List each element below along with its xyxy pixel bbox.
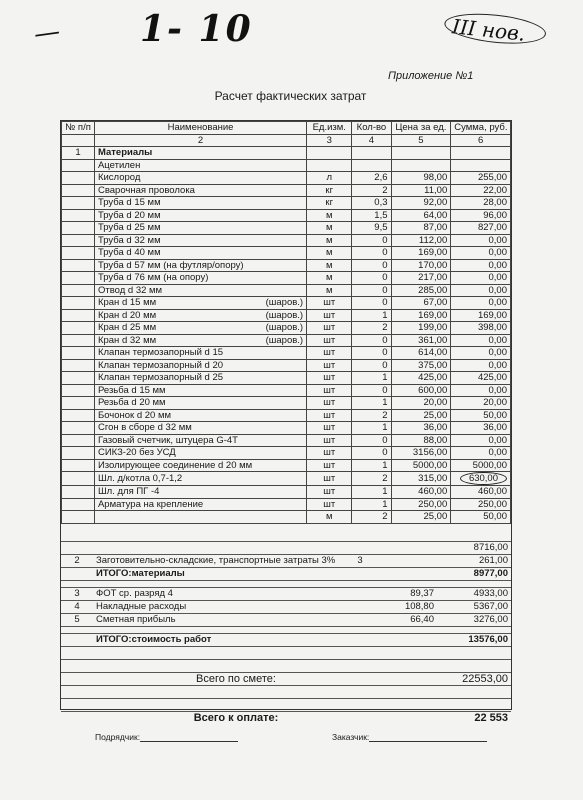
row-num bbox=[62, 472, 95, 486]
item-unit: шт bbox=[307, 309, 352, 322]
table-row bbox=[62, 159, 511, 172]
item-qty: 2 bbox=[352, 322, 391, 335]
signature-customer: Заказчик: bbox=[332, 732, 487, 742]
document-title: Расчет фактических затрат bbox=[214, 89, 367, 103]
table-row bbox=[62, 309, 511, 322]
item-qty: 2 bbox=[352, 472, 391, 486]
handwritten-mark: — bbox=[32, 16, 62, 50]
item-name: Резьба d 20 мм bbox=[94, 397, 306, 410]
item-sum: 827,00 bbox=[451, 222, 511, 235]
item-unit: шт bbox=[307, 297, 352, 310]
row-num bbox=[62, 397, 95, 410]
col-num-5: 5 bbox=[391, 134, 451, 147]
item-price: 425,00 bbox=[391, 372, 451, 385]
section-num: 1 bbox=[62, 147, 95, 160]
estimate-sheet bbox=[60, 120, 512, 724]
item-sum: 460,00 bbox=[451, 486, 511, 499]
item-name: Кран d 20 мм (шаров.) bbox=[94, 309, 306, 322]
row-num bbox=[62, 209, 95, 222]
item-qty: 1 bbox=[352, 372, 391, 385]
item-name: Труба d 15 мм bbox=[94, 197, 306, 210]
table-row bbox=[62, 284, 511, 297]
row-num bbox=[62, 222, 95, 235]
item-unit: шт bbox=[307, 409, 352, 422]
row-num bbox=[62, 184, 95, 197]
item-price: 169,00 bbox=[391, 247, 451, 260]
item-name: Шл. д/котла 0,7-1,2 bbox=[94, 472, 306, 486]
table-row bbox=[62, 447, 511, 460]
table-row bbox=[62, 247, 511, 260]
item-qty: 1 bbox=[352, 498, 391, 511]
item-qty: 0,3 bbox=[352, 197, 391, 210]
item-price: 614,00 bbox=[391, 347, 451, 360]
row-num bbox=[62, 334, 95, 347]
item-price: 36,00 bbox=[391, 422, 451, 435]
item-qty: 1 bbox=[352, 397, 391, 410]
item-unit: шт bbox=[307, 322, 352, 335]
row-num bbox=[62, 434, 95, 447]
row-num bbox=[62, 486, 95, 499]
table-row bbox=[62, 459, 511, 472]
table-row bbox=[62, 322, 511, 335]
header-num-row bbox=[62, 134, 511, 147]
item-sum: 0,00 bbox=[451, 272, 511, 285]
item-name: СИКЗ-20 без УСД bbox=[94, 447, 306, 460]
item-unit: шт bbox=[307, 372, 352, 385]
item-qty: 2,6 bbox=[352, 172, 391, 185]
table-row bbox=[62, 172, 511, 185]
item-sum: 169,00 bbox=[451, 309, 511, 322]
row-num bbox=[62, 197, 95, 210]
item-price: 112,00 bbox=[391, 234, 451, 247]
item-sum: 5000,00 bbox=[451, 459, 511, 472]
item-price bbox=[391, 159, 451, 172]
item-unit: м bbox=[307, 284, 352, 297]
item-unit: м bbox=[307, 259, 352, 272]
item-unit: м bbox=[307, 272, 352, 285]
item-qty: 0 bbox=[352, 247, 391, 260]
table-row bbox=[62, 234, 511, 247]
table-row bbox=[62, 197, 511, 210]
col-header-qty: Кол-во bbox=[352, 122, 391, 135]
item-qty: 2 bbox=[352, 511, 391, 524]
appendix-label: Приложение №1 bbox=[388, 70, 474, 82]
item-sum: 0,00 bbox=[451, 247, 511, 260]
itogo-works-row: ИТОГО:стоимость работ 13576,00 bbox=[61, 634, 511, 647]
item-sum: 0,00 bbox=[451, 234, 511, 247]
item-price: 375,00 bbox=[391, 359, 451, 372]
row-num bbox=[62, 459, 95, 472]
item-sum: 50,00 bbox=[451, 511, 511, 524]
col-header-unit: Ед.изм. bbox=[307, 122, 352, 135]
row-num bbox=[62, 322, 95, 335]
work-row: 5 Сметная прибыль 66,40 3276,00 bbox=[61, 614, 511, 627]
row-num bbox=[62, 159, 95, 172]
item-price: 199,00 bbox=[391, 322, 451, 335]
row-num bbox=[62, 372, 95, 385]
item-sum: 0,00 bbox=[451, 297, 511, 310]
item-name: Шл. для ПГ -4 bbox=[94, 486, 306, 499]
item-sum: 425,00 bbox=[451, 372, 511, 385]
total-estimate-sum: 22553,00 bbox=[437, 673, 511, 686]
item-qty: 0 bbox=[352, 347, 391, 360]
item-sum: 398,00 bbox=[451, 322, 511, 335]
item-sum: 0,00 bbox=[451, 347, 511, 360]
item-sum: 255,00 bbox=[451, 172, 511, 185]
item-sum bbox=[451, 472, 511, 486]
item-name: Труба d 40 мм bbox=[94, 247, 306, 260]
itogo-materials-row: ИТОГО:материалы 8977,00 bbox=[61, 568, 511, 581]
handwritten-number: 1- 10 bbox=[140, 8, 253, 50]
item-unit: шт bbox=[307, 447, 352, 460]
row-num bbox=[62, 259, 95, 272]
work-row: 4 Накладные расходы 108,80 5367,00 bbox=[61, 601, 511, 614]
item-qty: 0 bbox=[352, 297, 391, 310]
item-sum: 20,00 bbox=[451, 397, 511, 410]
item-price: 11,00 bbox=[391, 184, 451, 197]
table-row bbox=[62, 498, 511, 511]
item-price: 67,00 bbox=[391, 297, 451, 310]
table-row bbox=[62, 409, 511, 422]
table-row bbox=[62, 209, 511, 222]
header-row bbox=[62, 122, 511, 135]
materials-subtotal-row bbox=[61, 542, 511, 555]
item-unit: шт bbox=[307, 397, 352, 410]
item-sum: 0,00 bbox=[451, 284, 511, 297]
table-row bbox=[62, 259, 511, 272]
item-unit: м bbox=[307, 247, 352, 260]
item-price: 98,00 bbox=[391, 172, 451, 185]
item-unit bbox=[307, 159, 352, 172]
materials-table bbox=[61, 121, 511, 524]
item-qty: 1 bbox=[352, 422, 391, 435]
item-sum: 0,00 bbox=[451, 384, 511, 397]
item-price: 3156,00 bbox=[391, 447, 451, 460]
item-sum: 36,00 bbox=[451, 422, 511, 435]
item-price: 600,00 bbox=[391, 384, 451, 397]
item-unit: шт bbox=[307, 359, 352, 372]
work-row: 3 ФОТ ср. разряд 4 89,37 4933,00 bbox=[61, 588, 511, 601]
item-unit: м bbox=[307, 511, 352, 524]
item-unit: шт bbox=[307, 472, 352, 486]
item-name: Изолирующее соединение d 20 мм bbox=[94, 459, 306, 472]
item-name: Сгон в сборе d 32 мм bbox=[94, 422, 306, 435]
table-row bbox=[62, 397, 511, 410]
item-name: Клапан термозапорный d 25 bbox=[94, 372, 306, 385]
item-price: 92,00 bbox=[391, 197, 451, 210]
table-row bbox=[62, 511, 511, 524]
item-sum bbox=[451, 159, 511, 172]
item-price: 64,00 bbox=[391, 209, 451, 222]
item-qty: 0 bbox=[352, 272, 391, 285]
item-name: Труба d 25 мм bbox=[94, 222, 306, 235]
item-name: Кран d 32 мм (шаров.) bbox=[94, 334, 306, 347]
item-name: Труба d 20 мм bbox=[94, 209, 306, 222]
table-row bbox=[62, 334, 511, 347]
row-num bbox=[62, 498, 95, 511]
materials-subtotal: 8716,00 bbox=[437, 542, 511, 555]
item-unit: м bbox=[307, 234, 352, 247]
item-sum: 28,00 bbox=[451, 197, 511, 210]
handwritten-note: III нов. bbox=[450, 14, 527, 46]
item-name: Бочонок d 20 мм bbox=[94, 409, 306, 422]
total-estimate-row: Всего по смете: 22553,00 bbox=[61, 673, 511, 686]
item-unit: шт bbox=[307, 347, 352, 360]
item-sum: 0,00 bbox=[451, 259, 511, 272]
row-num bbox=[62, 384, 95, 397]
row-num bbox=[62, 297, 95, 310]
item-qty: 0 bbox=[352, 284, 391, 297]
item-sum: 0,00 bbox=[451, 434, 511, 447]
item-sum: 96,00 bbox=[451, 209, 511, 222]
item-qty: 9,5 bbox=[352, 222, 391, 235]
table-row bbox=[62, 297, 511, 310]
item-qty: 1 bbox=[352, 459, 391, 472]
row-num bbox=[62, 272, 95, 285]
item-name: Газовый счетчик, штуцера G-4Т bbox=[94, 434, 306, 447]
col-header-sum: Сумма, руб. bbox=[451, 122, 511, 135]
table-row bbox=[62, 359, 511, 372]
item-price: 285,00 bbox=[391, 284, 451, 297]
item-qty: 0 bbox=[352, 334, 391, 347]
col-num-3: 3 bbox=[307, 134, 352, 147]
item-qty: 2 bbox=[352, 409, 391, 422]
item-unit: м bbox=[307, 222, 352, 235]
row-num bbox=[62, 511, 95, 524]
item-price: 460,00 bbox=[391, 486, 451, 499]
item-name: Клапан термозапорный d 20 bbox=[94, 359, 306, 372]
procurement-label: Заготовительно-складские, транспортные затраты 3% bbox=[93, 555, 341, 568]
table-row bbox=[62, 272, 511, 285]
item-price: 169,00 bbox=[391, 309, 451, 322]
item-unit: шт bbox=[307, 498, 352, 511]
item-qty: 0 bbox=[352, 234, 391, 247]
item-qty: 0 bbox=[352, 359, 391, 372]
item-name: Арматура на крепление bbox=[94, 498, 306, 511]
item-name: Кран d 25 мм (шаров.) bbox=[94, 322, 306, 335]
item-unit: шт bbox=[307, 486, 352, 499]
item-price: 25,00 bbox=[391, 511, 451, 524]
item-price: 361,00 bbox=[391, 334, 451, 347]
table-row bbox=[62, 486, 511, 499]
item-qty: 0 bbox=[352, 259, 391, 272]
item-name: Отвод d 32 мм bbox=[94, 284, 306, 297]
row-num bbox=[62, 309, 95, 322]
row-num bbox=[62, 284, 95, 297]
table-row bbox=[62, 222, 511, 235]
item-name: Кран d 15 мм (шаров.) bbox=[94, 297, 306, 310]
item-unit: шт bbox=[307, 459, 352, 472]
item-name: Резьба d 15 мм bbox=[94, 384, 306, 397]
col-header-name: Наименование bbox=[94, 122, 306, 135]
item-qty: 1 bbox=[352, 309, 391, 322]
table-row bbox=[62, 472, 511, 486]
circled-sum: 630,00 bbox=[460, 472, 507, 485]
item-name bbox=[94, 511, 306, 524]
section-row-materials bbox=[62, 147, 511, 160]
item-price: 88,00 bbox=[391, 434, 451, 447]
section-label: Материалы bbox=[94, 147, 306, 160]
item-price: 87,00 bbox=[391, 222, 451, 235]
item-qty: 0 bbox=[352, 434, 391, 447]
item-unit: л bbox=[307, 172, 352, 185]
item-name: Кислород bbox=[94, 172, 306, 185]
row-num bbox=[62, 247, 95, 260]
item-price: 170,00 bbox=[391, 259, 451, 272]
item-unit: кг bbox=[307, 197, 352, 210]
row-num bbox=[62, 422, 95, 435]
section-row-procurement: 2 Заготовительно-складские, транспортные затраты 3% 3 261,00 bbox=[61, 555, 511, 568]
row-num bbox=[62, 234, 95, 247]
table-row bbox=[62, 422, 511, 435]
item-unit: шт bbox=[307, 384, 352, 397]
item-unit: кг bbox=[307, 184, 352, 197]
item-qty: 1 bbox=[352, 486, 391, 499]
total-pay-row: Всего к оплате: 22 553 bbox=[61, 712, 511, 725]
item-name: Труба d 76 мм (на опору) bbox=[94, 272, 306, 285]
item-qty: 0 bbox=[352, 384, 391, 397]
item-qty: 0 bbox=[352, 447, 391, 460]
table-row bbox=[62, 347, 511, 360]
item-sum: 0,00 bbox=[451, 447, 511, 460]
item-price: 5000,00 bbox=[391, 459, 451, 472]
item-name: Труба d 32 мм bbox=[94, 234, 306, 247]
item-sum: 22,00 bbox=[451, 184, 511, 197]
col-num-6: 6 bbox=[451, 134, 511, 147]
col-header-num: № п/п bbox=[62, 122, 95, 135]
total-pay-sum: 22 553 bbox=[437, 712, 511, 725]
col-num-4: 4 bbox=[352, 134, 391, 147]
col-header-price: Цена за ед. bbox=[391, 122, 451, 135]
item-unit: м bbox=[307, 209, 352, 222]
col-num-1 bbox=[62, 134, 95, 147]
item-unit: шт bbox=[307, 422, 352, 435]
item-unit: шт bbox=[307, 434, 352, 447]
item-qty: 1,5 bbox=[352, 209, 391, 222]
item-price: 315,00 bbox=[391, 472, 451, 486]
item-qty: 2 bbox=[352, 184, 391, 197]
row-num bbox=[62, 359, 95, 372]
row-num bbox=[62, 172, 95, 185]
table-row bbox=[62, 372, 511, 385]
item-name: Труба d 57 мм (на футляр/опору) bbox=[94, 259, 306, 272]
item-unit: шт bbox=[307, 334, 352, 347]
table-row bbox=[62, 184, 511, 197]
item-name: Ацетилен bbox=[94, 159, 306, 172]
item-price: 217,00 bbox=[391, 272, 451, 285]
item-name: Клапан термозапорный d 15 bbox=[94, 347, 306, 360]
item-price: 20,00 bbox=[391, 397, 451, 410]
item-price: 250,00 bbox=[391, 498, 451, 511]
table-row bbox=[62, 384, 511, 397]
row-num bbox=[62, 409, 95, 422]
item-sum: 250,00 bbox=[451, 498, 511, 511]
totals-table bbox=[61, 541, 511, 724]
item-sum: 0,00 bbox=[451, 334, 511, 347]
col-num-2: 2 bbox=[94, 134, 306, 147]
table-row bbox=[62, 434, 511, 447]
signature-contractor: Подрядчик: bbox=[95, 732, 238, 742]
item-name: Сварочная проволока bbox=[94, 184, 306, 197]
item-sum: 50,00 bbox=[451, 409, 511, 422]
row-num bbox=[62, 347, 95, 360]
item-price: 25,00 bbox=[391, 409, 451, 422]
row-num bbox=[62, 447, 95, 460]
item-sum: 0,00 bbox=[451, 359, 511, 372]
item-qty bbox=[352, 159, 391, 172]
